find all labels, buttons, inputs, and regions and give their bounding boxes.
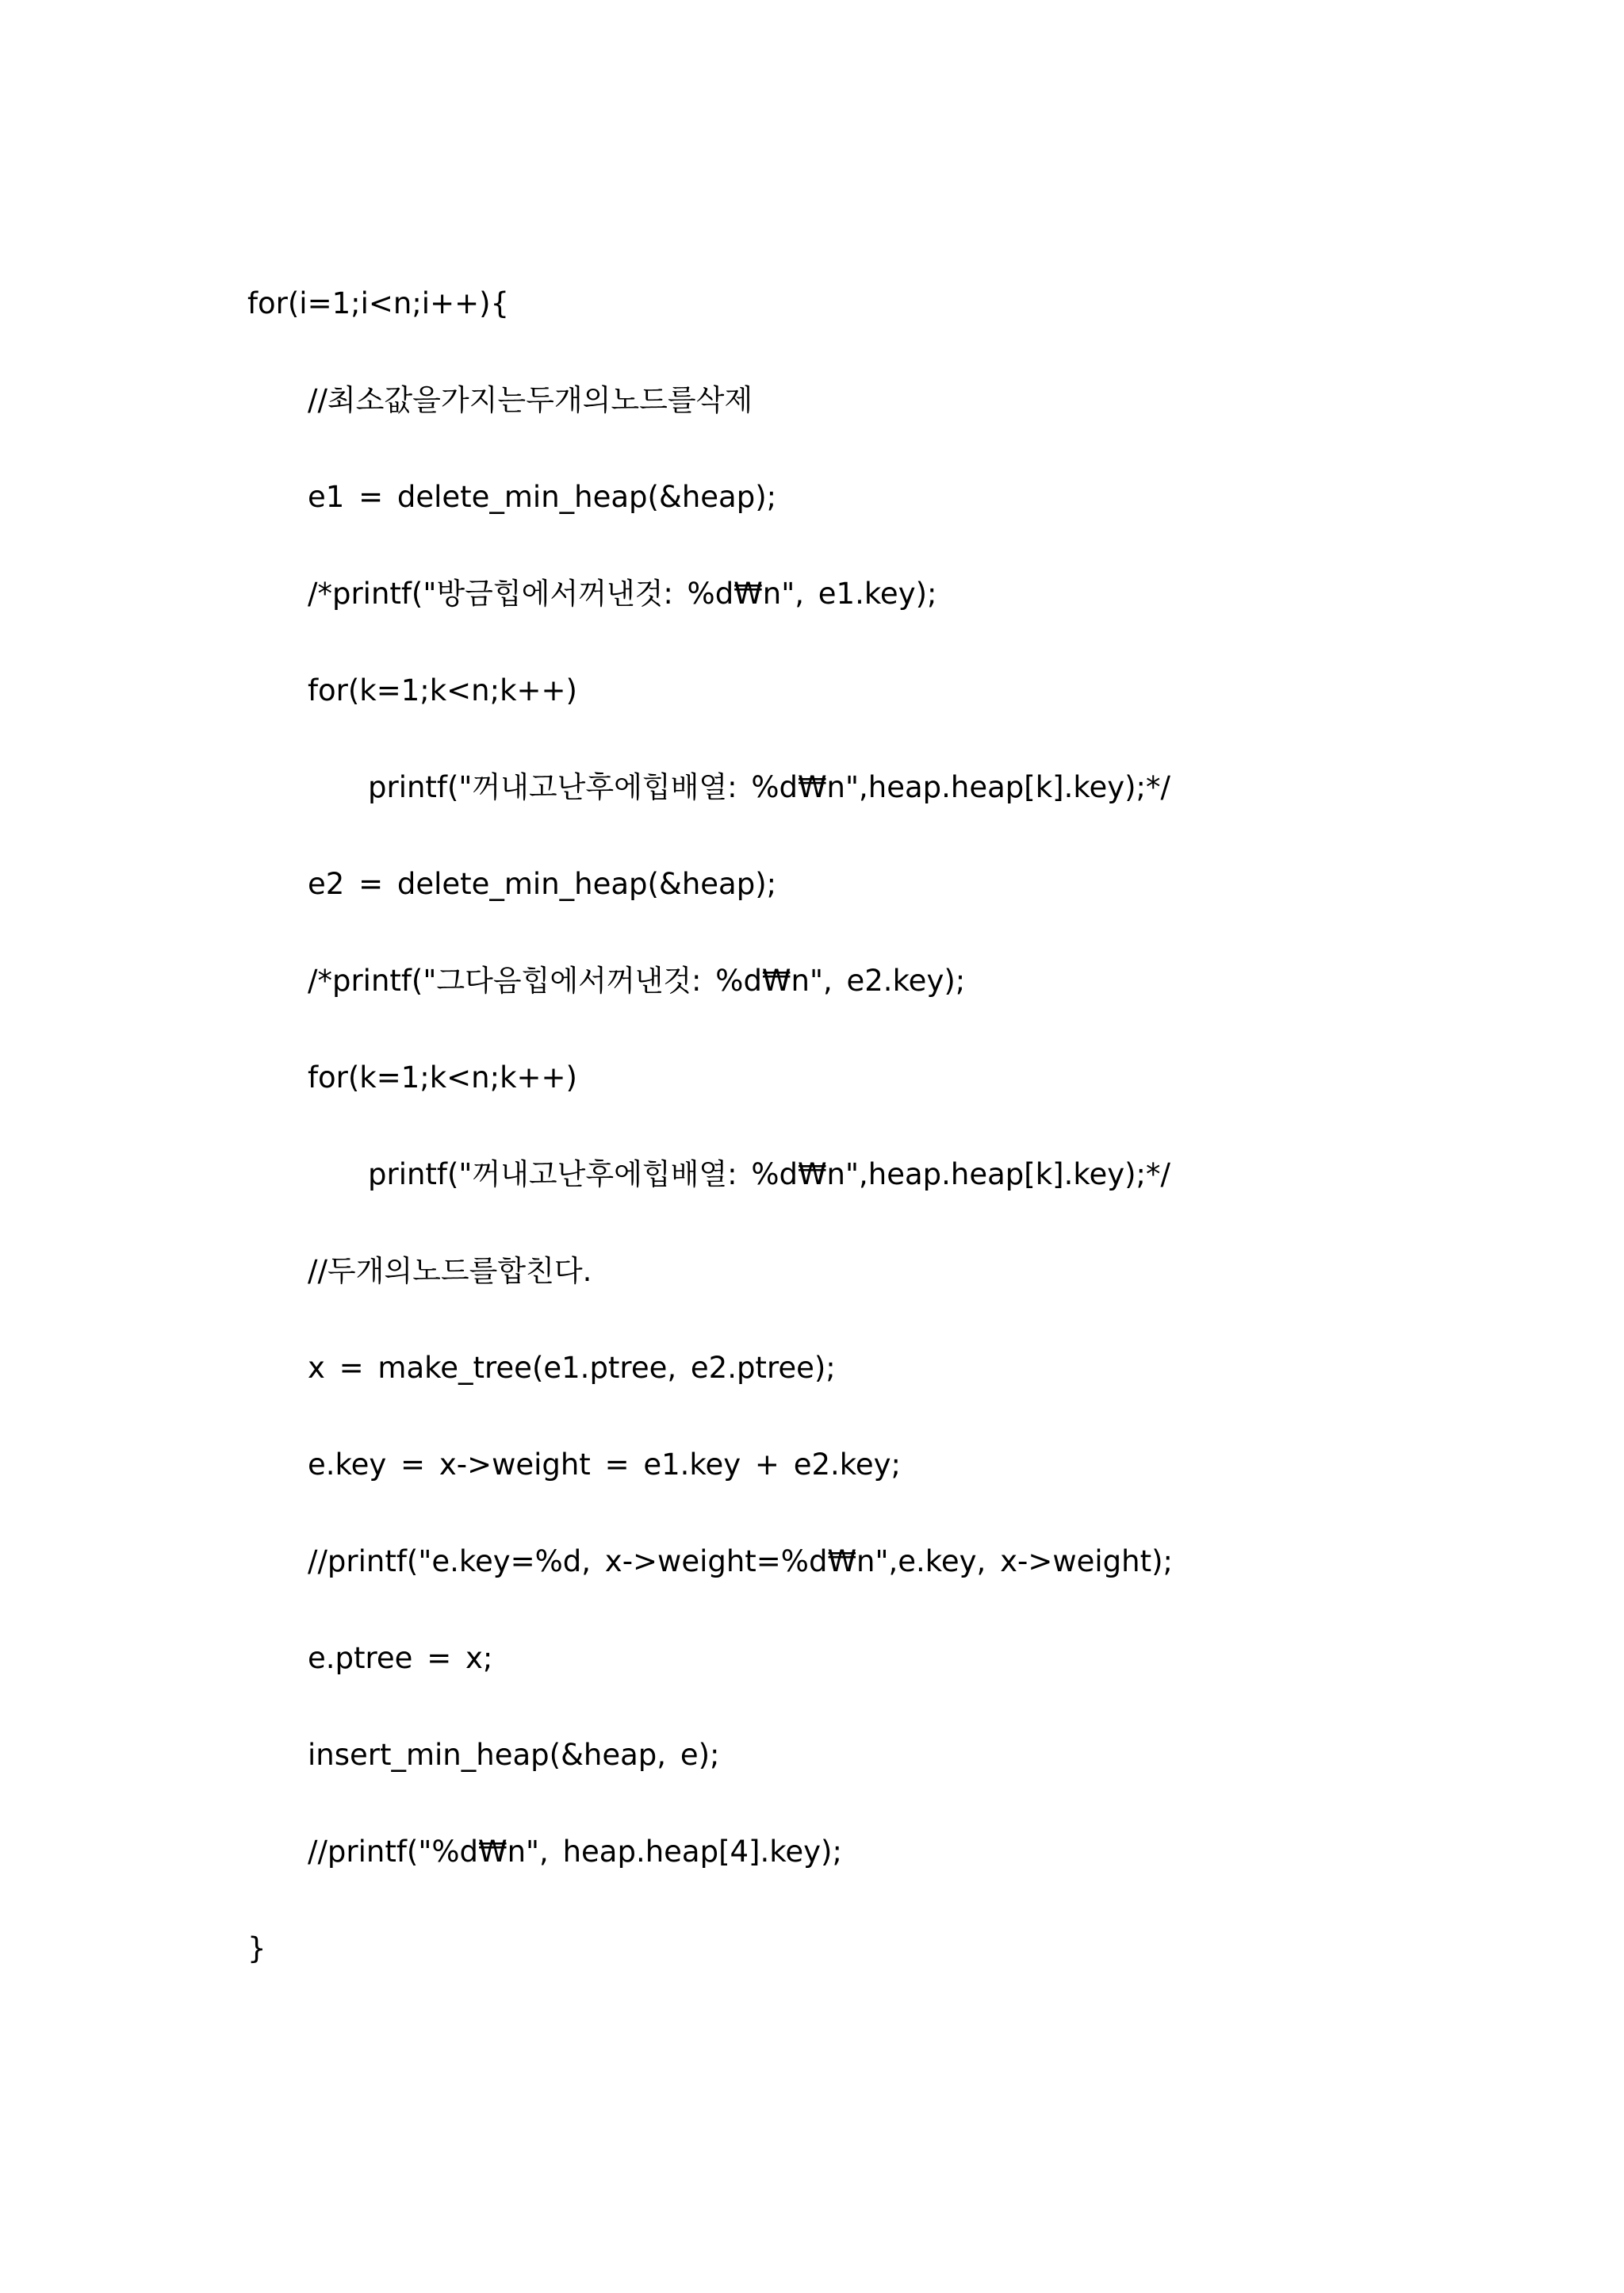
code-line-printf-e1: /*printf("방금힙에서꺼낸것: %d₩n", e1.key);: [308, 577, 937, 611]
code-line-e1-assign: e1 = delete_min_heap(&heap);: [308, 480, 777, 514]
code-line-close-brace: }: [247, 1931, 266, 1965]
code-line-printf-heap-1: printf("꺼내고난후에힙배열: %d₩n",heap.heap[k].key);*/: [368, 770, 1170, 804]
code-line-insert-heap: insert_min_heap(&heap, e);: [308, 1738, 720, 1772]
code-line-comment-merge: //두개의노드를합친다.: [308, 1254, 592, 1288]
code-line-e2-assign: e2 = delete_min_heap(&heap);: [308, 867, 777, 901]
code-line-for-k-2: for(k=1;k<n;k++): [308, 1060, 577, 1095]
code-line-comment-delete: //최소값을가지는두개의노드를삭제: [308, 383, 753, 417]
code-line-printf-heap-4: //printf("%d₩n", heap.heap[4].key);: [308, 1835, 842, 1869]
code-line-ptree-assign: e.ptree = x;: [308, 1641, 493, 1675]
code-line-for-k-1: for(k=1;k<n;k++): [308, 673, 577, 707]
code-line-make-tree: x = make_tree(e1.ptree, e2.ptree);: [308, 1351, 836, 1385]
code-block: [247, 278, 1548, 2019]
code-line-for-loop-open: for(i=1;i<n;i++){: [247, 286, 510, 320]
code-line-key-weight: e.key = x->weight = e1.key + e2.key;: [308, 1448, 901, 1482]
code-line-printf-e2: /*printf("그다음힙에서꺼낸것: %d₩n", e2.key);: [308, 964, 966, 998]
code-line-printf-heap-2: printf("꺼내고난후에힙배열: %d₩n",heap.heap[k].key);*/: [368, 1157, 1170, 1191]
code-line-printf-key-weight: //printf("e.key=%d, x->weight=%d₩n",e.key, x->weight);: [308, 1544, 1173, 1578]
